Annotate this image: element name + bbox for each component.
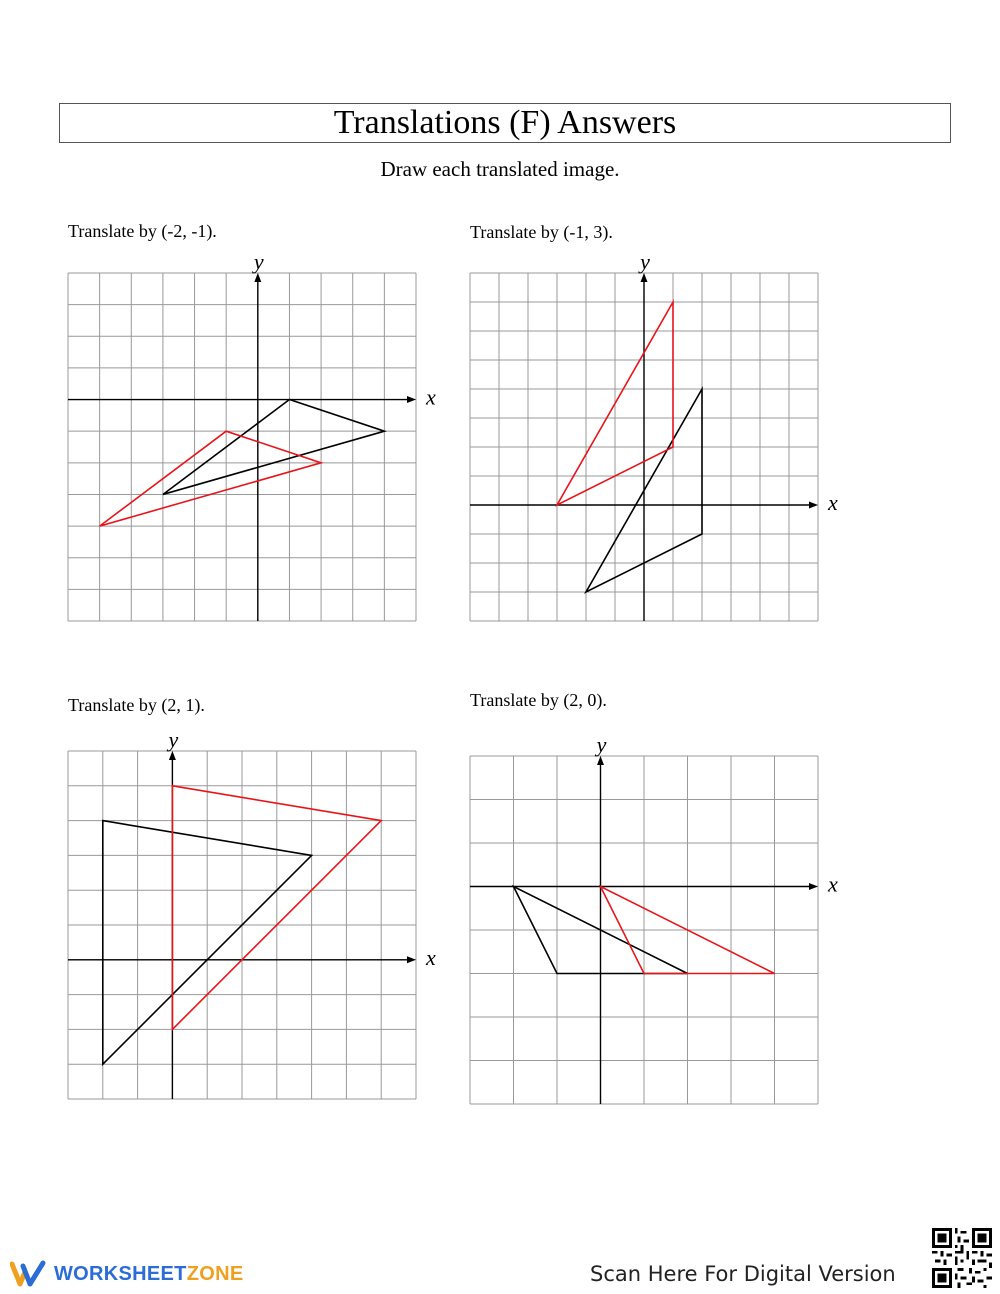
y-axis-label: y <box>640 249 650 274</box>
logo-text-zone: ZONE <box>186 1262 244 1285</box>
translated-triangle <box>100 431 321 526</box>
y-axis-arrow-icon <box>254 273 261 282</box>
y-axis-arrow-icon <box>641 273 648 282</box>
x-axis-arrow-icon <box>809 883 818 890</box>
grid-lines <box>68 273 416 621</box>
x-axis-label: x <box>828 490 838 516</box>
x-axis-label: x <box>828 871 838 897</box>
problem-3-label: Translate by (2, 1). <box>68 695 205 715</box>
worksheetzone-logo <box>10 1258 243 1290</box>
problem-1-graph <box>68 249 436 621</box>
y-axis-arrow-icon <box>597 756 604 765</box>
title-text: Translations (F) Answers <box>333 104 677 141</box>
y-axis-label: y <box>596 732 607 757</box>
x-axis-arrow-icon <box>407 396 416 403</box>
instructions: Draw each translated image. <box>380 157 620 181</box>
scan-text: Scan Here For Digital Version <box>590 1262 896 1286</box>
y-axis-label: y <box>253 249 264 274</box>
problem-1-label: Translate by (-2, -1). <box>68 221 217 241</box>
problem-2-graph <box>470 249 838 621</box>
logo-text <box>54 1263 243 1286</box>
x-axis-arrow-icon <box>407 956 416 963</box>
logo-w-icon <box>10 1260 46 1288</box>
x-axis-arrow-icon <box>809 502 818 509</box>
problem-4-label: Translate by (2, 0). <box>470 690 607 710</box>
worksheet-title <box>59 103 951 143</box>
y-axis-arrow-icon <box>169 751 176 760</box>
qr-code-icon[interactable] <box>932 1228 992 1288</box>
x-axis-label: x <box>426 944 436 970</box>
grid-lines <box>470 756 818 1104</box>
problem-2-label: Translate by (-1, 3). <box>470 222 613 242</box>
x-axis-label: x <box>426 384 436 410</box>
logo-text-worksheet: WORKSHEET <box>54 1262 187 1285</box>
problem-3-graph <box>68 727 436 1099</box>
problem-4-graph <box>470 732 838 1104</box>
y-axis-label: y <box>168 727 179 752</box>
